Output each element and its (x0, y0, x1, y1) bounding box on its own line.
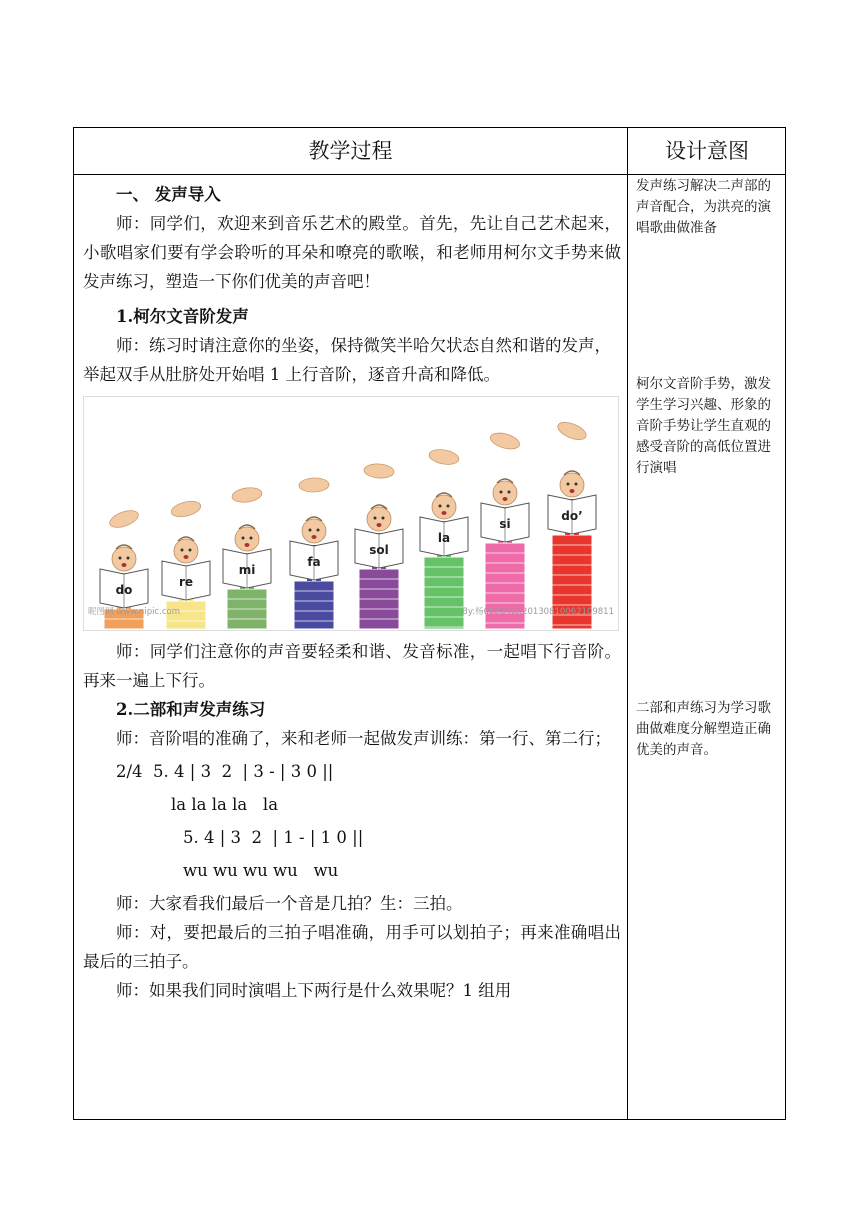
para-together: 师：如果我们同时演唱上下两行是什么效果呢？1 组用 (116, 981, 512, 1000)
sub2-title: 2.二部和声发声练习 (116, 700, 266, 719)
child-mouth (570, 489, 575, 493)
child-eye (309, 529, 312, 532)
step-column (294, 581, 334, 629)
curwen-hand-signs-figure (83, 396, 619, 631)
child-mouth (122, 563, 127, 567)
para-downscale: 师：同学们注意你的声音要轻柔和谐、发音标准，一起唱下行音阶。 再来一遍上下行。 (83, 642, 621, 690)
header-process: 教学过程 (308, 139, 393, 163)
syllable-label: si (499, 517, 511, 531)
child-eye (382, 517, 385, 520)
hand-sign-illustration (84, 397, 618, 630)
child-head (493, 481, 517, 505)
child-eye (374, 517, 377, 520)
child-head (112, 547, 136, 571)
hand-sign-icon (299, 477, 329, 492)
intent-note-2: 柯尔文音阶手势，激发学生学习兴趣、形象的音阶手势让学生直观的感受音阶的高低位置进行演唱 (636, 376, 771, 476)
syllable-label: re (178, 575, 194, 589)
child-eye (500, 491, 503, 494)
child-mouth (377, 523, 382, 527)
child-eye (439, 505, 442, 508)
child-eye (567, 483, 570, 486)
child-head (432, 495, 456, 519)
watermark-right: By:杨0028 No.20130810062109811 (462, 607, 614, 617)
para-posture: 师：练习时请注意你的坐姿，保持微笑半哈欠状态自然和谐的发声， (116, 336, 611, 355)
child-eye (181, 549, 184, 552)
child-mouth (503, 497, 508, 501)
syllable-label: do’ (561, 509, 583, 523)
child-eye (242, 537, 245, 540)
child-eye (250, 537, 253, 540)
syllable-label: sol (369, 543, 389, 557)
header-intent: 设计意图 (665, 139, 749, 163)
score-line-1: 2/4 5. 4 | 3 2 | 3 - | 3 0 || (116, 762, 334, 781)
hand-sign-icon (555, 419, 588, 443)
child-head (302, 519, 326, 543)
watermark-left: 昵图网 www.nipic.com (88, 607, 181, 617)
process-content (83, 180, 621, 1005)
intent-note-3: 二部和声练习为学习歌曲做难度分解塑造正确优美的声音。 (636, 700, 771, 758)
lesson-table (73, 127, 786, 1120)
child-head (560, 473, 584, 497)
score-line-2: 5. 4 | 3 2 | 1 - | 1 0 || (183, 828, 364, 847)
syllable-label: la (437, 531, 451, 545)
para-harmony: 师：音阶唱的准确了，来和老师一起做发声训练：第一行、第二行； (116, 729, 611, 748)
child-eye (127, 557, 130, 560)
intent-note-1: 发声练习解决二声部的声音配合，为洪亮的演唱歌曲做准备 (636, 178, 771, 236)
child-eye (508, 491, 511, 494)
hand-sign-icon (489, 430, 522, 452)
child-mouth (245, 543, 250, 547)
child-eye (447, 505, 450, 508)
child-eye (575, 483, 578, 486)
syllable-label: mi (238, 563, 256, 577)
child-eye (189, 549, 192, 552)
child-head (367, 507, 391, 531)
para-beats: 师：对，要把最后的三拍子唱准确，用手可以划拍子；再来准确唱出最后的三拍子。 (83, 923, 621, 971)
sub1-title: 1.柯尔文音阶发声 (116, 307, 249, 326)
syllable-label: do (115, 583, 133, 597)
hand-sign-icon (364, 463, 395, 479)
hand-sign-icon (231, 486, 263, 504)
child-head (174, 539, 198, 563)
syllable-label: fa (307, 555, 321, 569)
para-question: 师：大家看我们最后一个音是几拍？生：三拍。 (116, 894, 463, 913)
section1-title: 一、 发声导入 (116, 185, 221, 204)
lyric-line-1: la la la la la (171, 795, 279, 814)
para-welcome: 师：同学们，欢迎来到音乐艺术的殿堂。首先，先让自己艺术起来，小歌唱家们要有学会聆听的耳朵和嘹亮的歌喉，和老师用柯尔文手势来做发声练习，塑造一下你们优美的声音吧！ (83, 214, 621, 291)
child-eye (317, 529, 320, 532)
header-divider (74, 174, 785, 175)
hand-sign-icon (428, 448, 460, 467)
child-eye (119, 557, 122, 560)
child-mouth (312, 535, 317, 539)
lyric-line-2: wu wu wu wu wu (183, 861, 339, 880)
step-column (424, 557, 464, 629)
column-divider (627, 128, 628, 1119)
hand-sign-icon (108, 507, 141, 530)
child-head (235, 527, 259, 551)
child-mouth (442, 511, 447, 515)
child-mouth (184, 555, 189, 559)
para-scale: 举起双手从肚脐处开始唱 1 上行音阶，逐音升高和降低。 (83, 365, 500, 384)
hand-sign-icon (170, 499, 202, 520)
